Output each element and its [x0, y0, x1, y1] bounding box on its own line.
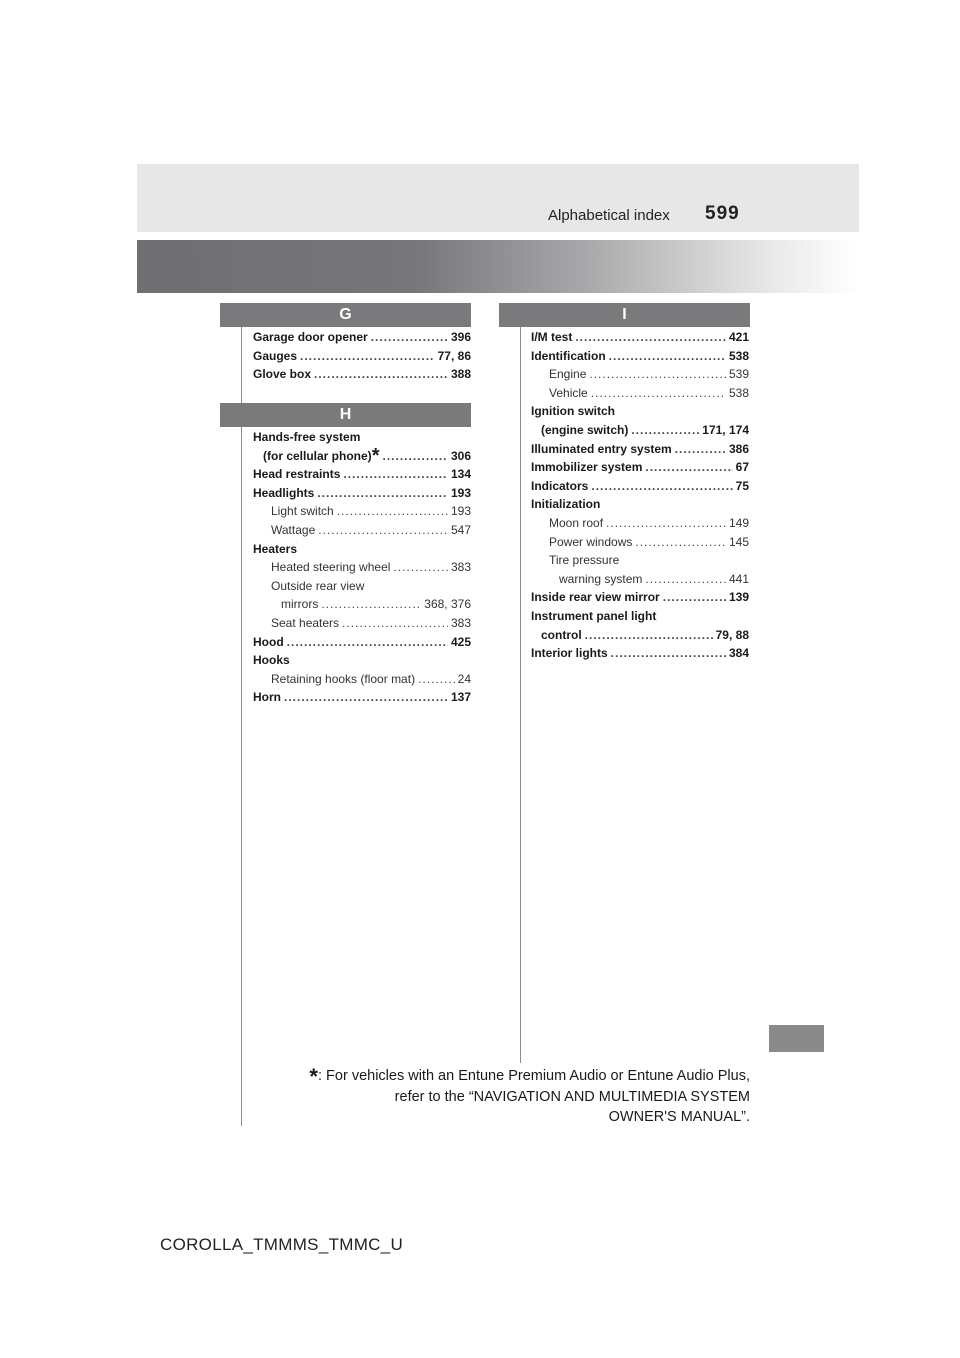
entry-label: Hands-free system [253, 430, 361, 444]
entry-label: Gauges [253, 348, 298, 363]
entry-label: Inside rear view mirror [531, 590, 660, 605]
page-number: 599 [705, 203, 740, 224]
leader-dots [609, 347, 726, 366]
list-item[interactable] [253, 347, 471, 366]
leader-dots [591, 477, 732, 496]
entry-label: control [541, 627, 582, 642]
entry-label: (for cellular phone)* [263, 446, 380, 466]
leader-dots [575, 328, 726, 347]
entry-page: 539 [728, 367, 749, 382]
list-item[interactable] [531, 607, 749, 626]
leader-dots [393, 558, 448, 577]
list-item[interactable] [531, 626, 749, 645]
entry-page: 441 [728, 571, 749, 586]
entry-page: 139 [728, 590, 749, 605]
entry-page: 368, 376 [424, 597, 471, 612]
list-item[interactable] [253, 328, 471, 347]
list-item[interactable] [531, 644, 749, 663]
list-item[interactable] [531, 347, 749, 366]
leader-dots [589, 365, 726, 384]
list-item[interactable] [253, 633, 471, 652]
entry-label: mirrors [281, 597, 319, 612]
entry-page: 386 [728, 441, 749, 456]
leader-dots [635, 533, 726, 552]
entry-page: 77, 86 [437, 348, 471, 363]
entry-page: 24 [457, 671, 471, 686]
list-item[interactable] [531, 384, 749, 403]
list-item[interactable] [253, 577, 471, 596]
list-item[interactable] [253, 595, 471, 614]
list-item[interactable] [253, 688, 471, 707]
entry-page: 149 [728, 515, 749, 530]
footnote-line2: refer to the “NAVIGATION AND MULTIMEDIA SYSTEM [394, 1089, 750, 1105]
entry-label: Moon roof [549, 515, 604, 530]
list-item[interactable] [531, 477, 749, 496]
footnote [240, 1066, 750, 1127]
list-item[interactable] [253, 365, 471, 384]
entry-page: 145 [728, 534, 749, 549]
entry-page: 171, 174 [702, 422, 749, 437]
header-band [137, 164, 859, 232]
footnote-line3: OWNER'S MANUAL”. [608, 1109, 750, 1125]
list-item[interactable] [531, 458, 749, 477]
entry-label: Hood [253, 634, 284, 649]
list-item[interactable] [531, 551, 749, 570]
section-header-h: H [220, 403, 471, 427]
left-margin-line [241, 318, 242, 1126]
entry-label: Heaters [253, 541, 298, 556]
leader-dots [631, 421, 699, 440]
entry-page: 547 [450, 522, 471, 537]
leader-dots [371, 328, 448, 347]
leader-dots [318, 521, 448, 540]
entry-label: Wattage [271, 522, 316, 537]
entry-label: Indicators [531, 478, 589, 493]
leader-dots [585, 626, 713, 645]
entry-label: Instrument panel light [531, 608, 657, 623]
entry-label: warning system [559, 571, 643, 586]
entry-page: 137 [450, 690, 471, 705]
list-item[interactable] [253, 465, 471, 484]
leader-dots [317, 484, 448, 503]
entry-label: Vehicle [549, 385, 588, 400]
asterisk-icon: * [371, 446, 380, 466]
list-item[interactable] [253, 558, 471, 577]
entry-label: Head restraints [253, 467, 341, 482]
list-item[interactable] [531, 365, 749, 384]
entry-page: 538 [728, 385, 749, 400]
entry-page: 306 [450, 448, 471, 463]
leader-dots [382, 447, 447, 466]
entry-label: Horn [253, 690, 281, 705]
leader-dots [300, 347, 435, 366]
entry-page: 193 [450, 485, 471, 500]
entry-label: Seat heaters [271, 615, 340, 630]
entry-page: 421 [728, 330, 749, 344]
entry-page: 193 [450, 504, 471, 519]
leader-dots [314, 365, 448, 384]
entry-label: Hooks [253, 653, 290, 668]
leader-dots [287, 633, 448, 652]
list-item[interactable] [253, 484, 471, 503]
section-header-i: I [499, 303, 750, 327]
list-item[interactable] [253, 651, 471, 670]
entry-page: 425 [450, 634, 471, 649]
leader-dots [611, 644, 726, 663]
list-item[interactable] [531, 421, 749, 440]
leader-dots [663, 588, 726, 607]
leader-dots [591, 384, 726, 403]
entry-label: Headlights [253, 485, 315, 500]
footnote-line1: *: For vehicles with an Entune Premium Audio or Entune Audio Plus, [309, 1064, 750, 1089]
entry-label: Immobilizer system [531, 460, 643, 475]
entry-label: Retaining hooks (floor mat) [271, 671, 416, 686]
list-item[interactable] [253, 502, 471, 521]
list-item[interactable] [253, 670, 471, 689]
entry-label: I/M test [531, 330, 573, 344]
list-item[interactable] [531, 328, 749, 347]
gradient-banner [137, 240, 859, 293]
list-item[interactable] [253, 428, 471, 447]
list-item[interactable] [531, 588, 749, 607]
chapter-tab [769, 1025, 824, 1052]
entry-label: Identification [531, 348, 606, 363]
leader-dots [284, 688, 448, 707]
list-item[interactable] [531, 514, 749, 533]
list-item[interactable] [531, 402, 749, 421]
entry-label: Outside rear view [271, 578, 365, 593]
leader-dots [321, 595, 421, 614]
entry-page: 79, 88 [715, 627, 749, 642]
entry-label: Light switch [271, 504, 334, 519]
entry-label: Tire pressure [549, 553, 620, 568]
leader-dots [418, 670, 455, 689]
entry-label: Engine [549, 367, 587, 382]
section-h-list [253, 428, 471, 707]
entry-page: 384 [728, 646, 749, 661]
entry-page: 383 [450, 560, 471, 575]
entry-page: 383 [450, 615, 471, 630]
list-item[interactable] [253, 521, 471, 540]
entry-page: 538 [728, 348, 749, 363]
list-item[interactable] [531, 440, 749, 459]
entry-label: Initialization [531, 497, 601, 512]
entry-label: Glove box [253, 367, 312, 382]
entry-label: Garage door opener [253, 330, 368, 344]
leader-dots [675, 440, 726, 459]
entry-page: 67 [735, 460, 749, 475]
entry-label: Illuminated entry system [531, 441, 672, 456]
entry-page: 396 [450, 330, 471, 344]
list-item[interactable] [531, 570, 749, 589]
document-id: COROLLA_TMMMS_TMMC_U [160, 1235, 404, 1254]
entry-label: Heated steering wheel [271, 560, 391, 575]
entry-label: (engine switch) [541, 422, 629, 437]
entry-label: Power windows [549, 534, 633, 549]
entry-page: 75 [735, 478, 749, 493]
list-item[interactable] [531, 495, 749, 514]
list-item[interactable] [253, 614, 471, 633]
leader-dots [343, 465, 448, 484]
entry-label: Ignition switch [531, 404, 615, 419]
section-i-list [531, 328, 749, 663]
list-item[interactable] [253, 447, 471, 466]
entry-page: 388 [450, 367, 471, 382]
asterisk-icon: * [309, 1064, 318, 1089]
leader-dots [606, 514, 726, 533]
center-divider-line [520, 318, 521, 1063]
entry-label: Interior lights [531, 646, 608, 661]
leader-dots [645, 570, 726, 589]
leader-dots [337, 502, 448, 521]
leader-dots [342, 614, 448, 633]
entry-page: 134 [450, 467, 471, 482]
section-g-list [253, 328, 471, 384]
leader-dots [645, 458, 732, 477]
section-header-g: G [220, 303, 471, 327]
list-item[interactable] [253, 540, 471, 559]
page-title: Alphabetical index [548, 207, 670, 224]
list-item[interactable] [531, 533, 749, 552]
